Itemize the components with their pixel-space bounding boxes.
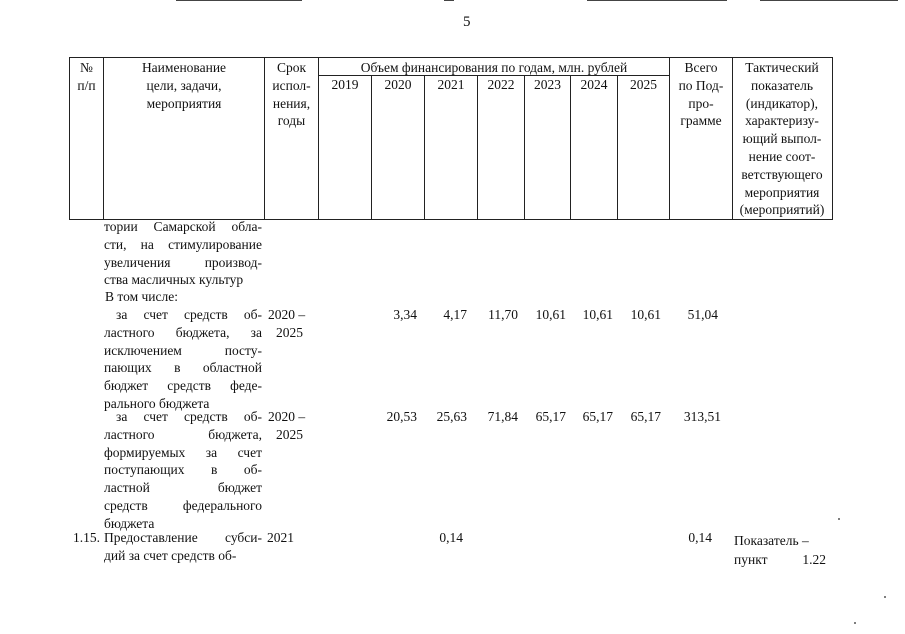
year-divider <box>570 75 571 219</box>
year-divider <box>371 75 372 219</box>
year-divider <box>617 75 618 219</box>
row-value-2023: 10,61 <box>535 307 566 322</box>
row-name-federal: за счет средств об- ластного бюджета, формируемых за счет поступающих в об- ластной бюджет средств федерального бюджета <box>104 409 262 531</box>
row-value-2020: 20,53 <box>386 409 417 424</box>
header-year: 2019 <box>331 77 359 92</box>
header-year: 2020 <box>384 77 412 92</box>
row-term: 2020 – 2025 <box>268 307 306 340</box>
scan-speck <box>854 622 856 624</box>
top-rule <box>587 0 727 1</box>
top-rule <box>760 0 898 1</box>
header-year: 2024 <box>580 77 608 92</box>
row-value-2025: 10,61 <box>630 307 661 322</box>
row-total: 51,04 <box>687 307 718 322</box>
row-term: 2020 – 2025 <box>268 409 306 442</box>
header-year: 2021 <box>437 77 465 92</box>
header-num: № п/п <box>77 60 96 93</box>
top-rule <box>176 0 302 1</box>
row-value-2021: 0,14 <box>439 530 463 545</box>
row-value-2020: 3,34 <box>393 307 417 322</box>
scan-speck <box>838 518 840 520</box>
indicator-word: 1.22 <box>802 552 826 567</box>
row-value-2021: 4,17 <box>443 307 467 322</box>
header-year: 2025 <box>630 77 657 92</box>
page-number: 5 <box>463 14 471 30</box>
year-divider <box>477 75 478 219</box>
row-total: 0,14 <box>688 530 712 545</box>
header-term: Срок испол- нения, годы <box>272 60 311 129</box>
top-rule <box>444 0 454 1</box>
row-name-regional: за счет средств об- ластного бюджета, за исключением посту- пающих в областной бюджет средств феде- рального бюджета <box>104 307 262 411</box>
header-indicator: Тактический показатель (индикатор), характеризу- ющий выпол- нение соот- ветствующего мероприятия (мероприятий) <box>739 60 825 218</box>
header-name: Наименование цели, задачи, мероприятия <box>141 60 227 111</box>
indicator-word: пункт <box>734 552 768 567</box>
row-value-2025: 65,17 <box>630 409 661 424</box>
row-value-2022: 11,70 <box>488 307 518 322</box>
header-year: 2023 <box>534 77 561 92</box>
row-value-2024: 10,61 <box>582 307 613 322</box>
row-total: 313,51 <box>683 409 721 424</box>
year-divider <box>524 75 525 219</box>
row-value-2022: 71,84 <box>487 409 518 424</box>
header-funding: Объем финансирования по годам, млн. рублей <box>360 60 628 75</box>
row-name-subheading: В том числе: <box>105 289 178 304</box>
scan-speck <box>884 596 886 598</box>
row-term: 2021 <box>267 530 294 545</box>
header-year: 2022 <box>487 77 515 92</box>
year-divider <box>424 75 425 219</box>
row-name-continuation: тории Самарской обла- сти, на стимулирование увеличения производ- ства масличных культур <box>104 219 262 288</box>
row-indicator: Показатель – пункт 1.22 <box>734 533 826 567</box>
row-value-2023: 65,17 <box>535 409 566 424</box>
row-value-2024: 65,17 <box>582 409 613 424</box>
row-value-2021: 25,63 <box>436 409 467 424</box>
header-total: Всего по Под- про- грамме <box>678 60 724 129</box>
row-name-1-15: Предоставление субси- дий за счет средств об- <box>104 530 262 563</box>
row-number: 1.15. <box>73 530 100 545</box>
